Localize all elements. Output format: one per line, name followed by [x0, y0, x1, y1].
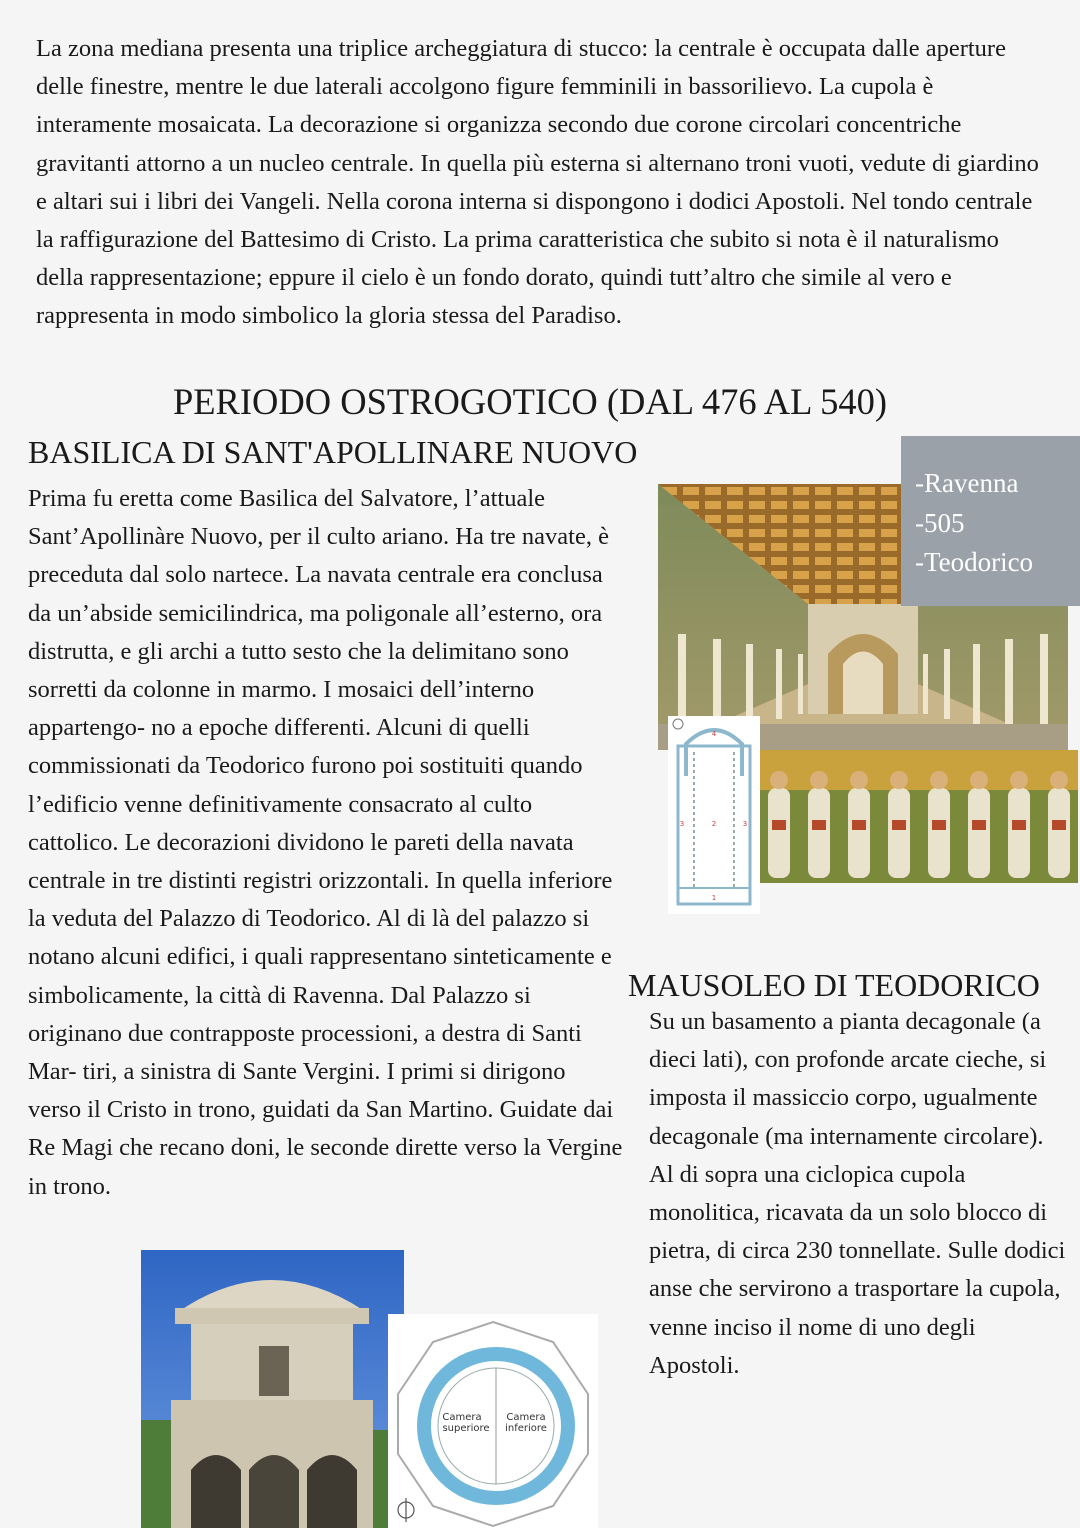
- plan-number-right-aisle: 3: [742, 820, 748, 828]
- virgins-mosaic-photo: [760, 750, 1078, 883]
- mausoleo-title: MAUSOLEO DI TEODORICO: [628, 967, 1040, 1003]
- basilica-title: BASILICA DI SANT'APOLLINARE NUOVO: [28, 434, 638, 470]
- plan-label-upper-2: superiore: [442, 1423, 490, 1434]
- period-heading: PERIODO OSTROGOTICO (DAL 476 AL 540): [172, 381, 888, 422]
- mausoleum-floor-plan: [388, 1314, 598, 1528]
- plan-label-lower-1: Camera: [506, 1412, 546, 1423]
- mausoleum-photo: [141, 1250, 404, 1528]
- info-box: [901, 436, 1080, 606]
- plan-label-lower-2: inferiore: [505, 1423, 547, 1434]
- basilica-floor-plan: [668, 716, 760, 914]
- plan-number-nave: 2: [711, 820, 717, 828]
- mausoleo-text: Su un basamento a pianta decagonale (a dieci lati), con profonde arcate cieche, si imposta il massiccio corpo, ugualmente decagonale (ma internamente circolare). Al di sopra una ciclopica cupola monolitica, ricavata da un solo blocco di pietra, di circa 230 tonnellate. Sulle dodici anse che servirono a trasportare la cupola, venne inciso il nome di uno degli Apostoli.: [649, 1008, 1066, 1379]
- plan-label-upper-1: Camera: [442, 1412, 482, 1423]
- info-city: -Ravenna: [915, 468, 1019, 498]
- basilica-text: Prima fu eretta come Basilica del Salvatore, l’attuale Sant’Apollinàre Nuovo, per il culto ariano. Ha tre navate, è preceduta dal solo nartece. La navata centrale era conclusa da un’abside semicilindrica, ma poligonale all’esterno, ora distrutta, e gli archi a tutto sesto che la delimitano sono sorretti da colonne in marmo. I mosaici dell’interno appartengo- no a epoche differenti. Alcuni di quelli commissionati da Teodorico furono poi sostituiti quando l’edificio venne definitivamente consacrato al culto cattolico. Le decorazioni dividono le pareti della navata centrale in tre distinti registri orizzontali. In quella inferiore la veduta del Palazzo di Teodorico. Al di là del palazzo si notano alcuni edifici, i quali rappresentano sinteticamente e simbolicamente, la città di Ravenna. Dal Palazzo si originano due contrapposte processioni, a destra di Santi Mar- tiri, a sinistra di Sante Vergini. I primi si dirigono verso il Cristo in trono, guidati da San Martino. Guidate dai Re Magi che recano doni, le seconde dirette verso la Vergine in trono.: [28, 485, 623, 1200]
- info-patron: -Teodorico: [915, 547, 1034, 577]
- intro-paragraph: La zona mediana presenta una triplice archeggiatura di stucco: la centrale è occupata dalle aperture delle finestre, mentre le due laterali accolgono figure femminili in bassorilievo. La cupola è interamente mosaicata. La decorazione si organizza secondo due corone circolari concentriche gravitanti attorno a un nucleo centrale. In quella più esterna si alternano troni vuoti, vedute di giardino e altari sui i libri dei Vangeli. Nella corona interna si dispongono i dodici Apostoli. Nel tondo centrale la raffigurazione del Battesimo di Cristo. La prima caratteristica che subito si nota è il naturalismo della rappresentazione; eppure il cielo è un fondo dorato, quindi tutt’altro che simile al vero e rappresenta in modo simbolico la gloria stessa del Paradiso.: [36, 35, 1039, 330]
- plan-number-apse: 4: [711, 730, 717, 738]
- plan-number-left-aisle: 3: [679, 820, 685, 828]
- plan-number-narthex: 1: [711, 894, 717, 902]
- info-year: -505: [915, 507, 965, 538]
